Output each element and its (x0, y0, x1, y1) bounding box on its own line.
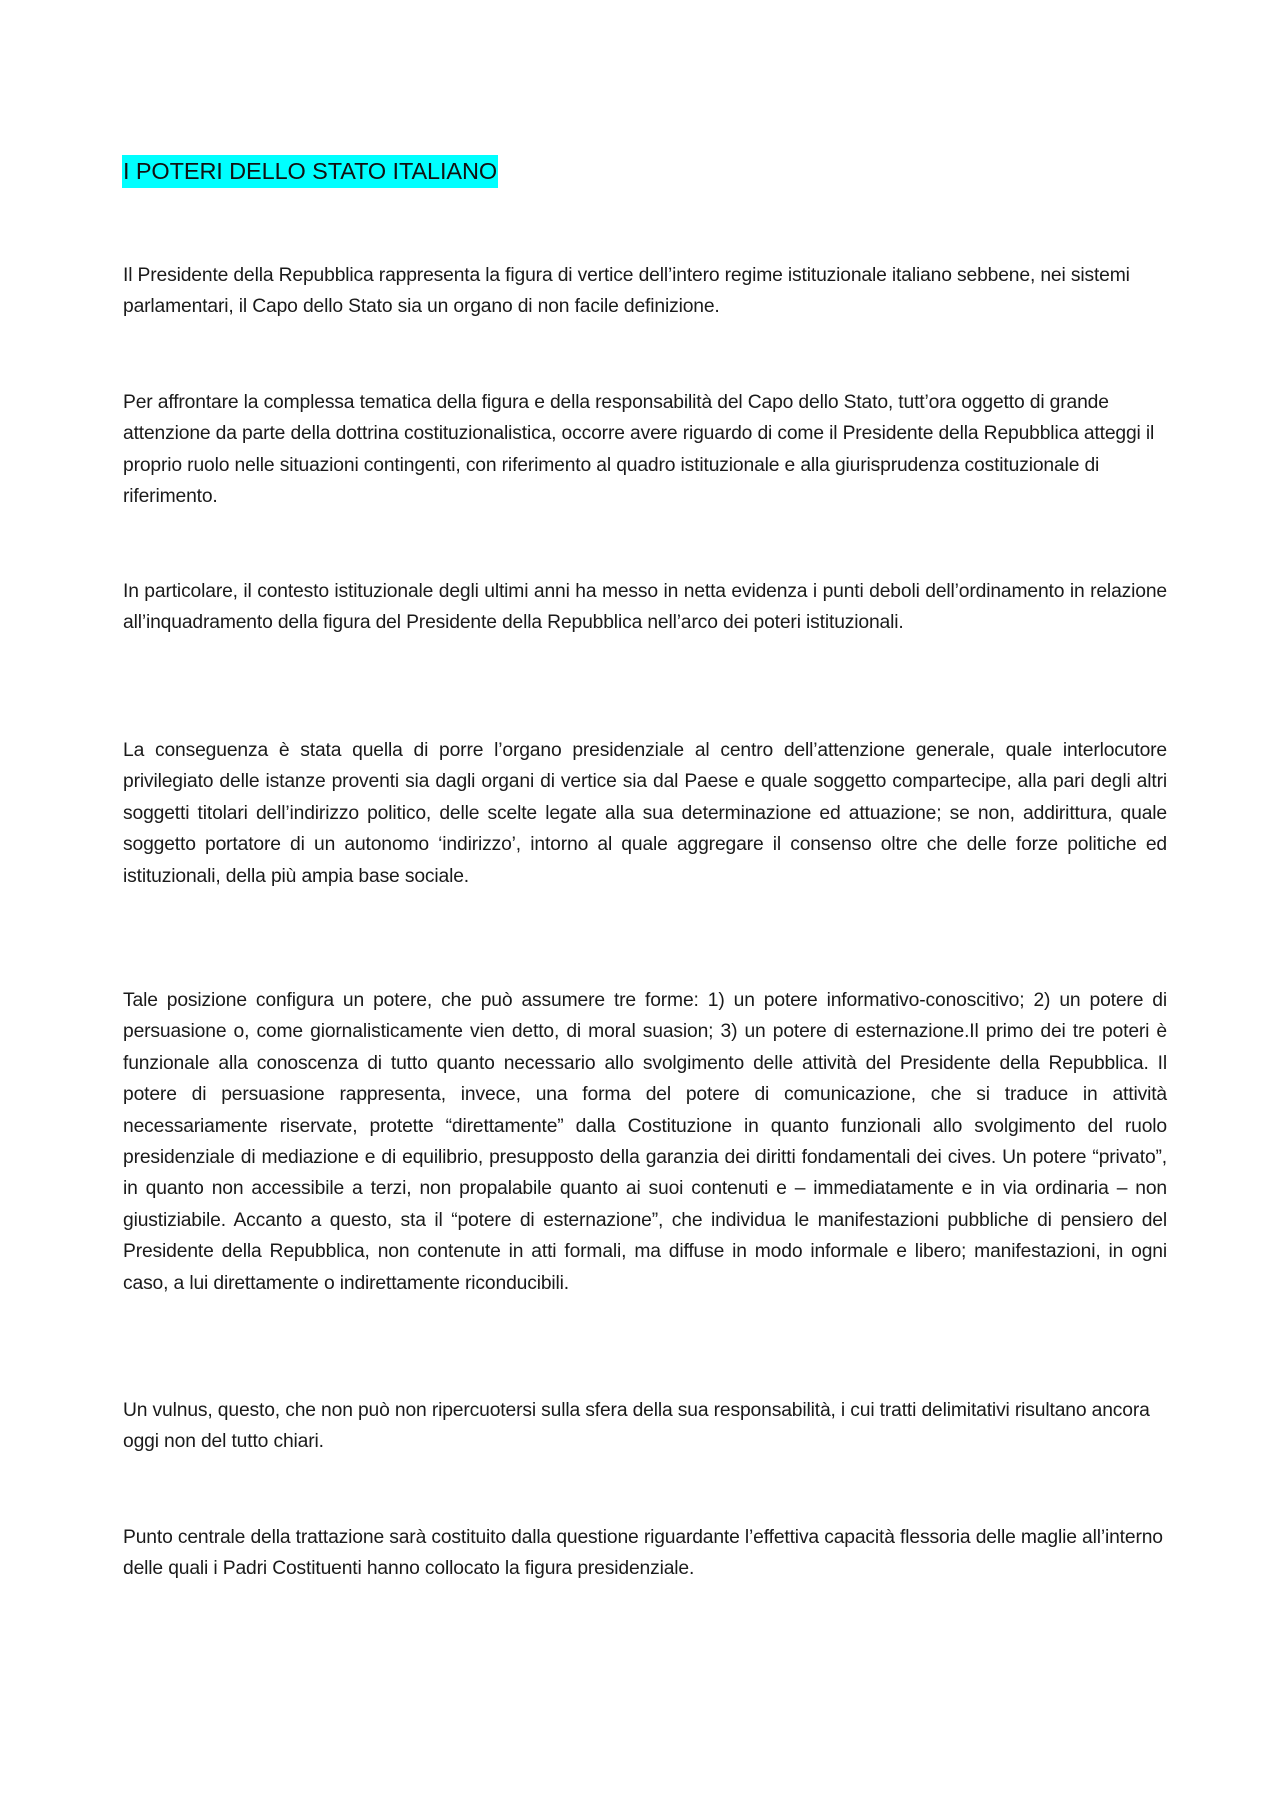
paragraph-context: In particolare, il contesto istituzionale degli ultimi anni ha messo in netta evidenza i punti deboli dell’ordinamento in relazione all’inquadramento della figura del Presidente della Repubblica nell’arco dei poteri istituzionali. (123, 581, 1167, 634)
paragraph-vulnus: Un vulnus, questo, che non può non ripercuotersi sulla sfera della sua responsabilità, i cui tratti delimitativi risultano ancora oggi non del tutto chiari. (123, 1400, 1150, 1453)
paragraph-intro: Il Presidente della Repubblica rappresenta la figura di vertice dell’intero regime istituzionale italiano sebbene, nei sistemi parlamentari, il Capo dello Stato sia un organo di non facile definizione. (123, 265, 1130, 318)
paragraph-consequence: La conseguenza è stata quella di porre l’organo presidenziale al centro dell’attenzione generale, quale interlocutore privilegiato delle istanze proventi sia dagli organi di vertice sia dal Paese e quale soggetto compartecipe, alla pari degli altri soggetti titolari dell’indirizzo politico, delle scelte legate alla sua determinazione ed attuazione; se non, addirittura, quale soggetto portatore di un autonomo ‘indirizzo’, intorno al quale aggregare il consenso oltre che delle forze politiche ed istituzionali, della più ampia base sociale. (123, 740, 1167, 887)
page-title: I POTERI DELLO STATO ITALIANO (122, 155, 498, 188)
paragraph-responsibility: Per affrontare la complessa tematica della figura e della responsabilità del Capo dello Stato, tutt’ora oggetto di grande attenzione da parte della dottrina costituzionalistica, occorre avere riguardo di come il Presidente della Repubblica atteggi il proprio ruolo nelle situazioni contingenti, con riferimento al quadro istituzionale e alla giurisprudenza costituzionale di riferimento. (123, 392, 1155, 508)
paragraph-powers: Tale posizione configura un potere, che può assumere tre forme: 1) un potere informativo-conoscitivo; 2) un potere di persuasione o, come giornalisticamente vien detto, di moral suasion; 3) un potere di esternazione.Il primo dei tre poteri è funzionale alla conoscenza di tutto quanto necessario allo svolgimento delle attività del Presidente della Repubblica. Il potere di persuasione rappresenta, invece, una forma del potere di comunicazione, che si traduce in attività necessariamente riservate, protette “direttamente” dalla Costituzione in quanto funzionali allo svolgimento del ruolo presidenziale di mediazione e di equilibrio, presupposto della garanzia dei diritti fondamentali dei cives. Un potere “privato”, in quanto non accessibile a terzi, non propalabile quanto ai suoi contenuti e – immediatamente e in via ordinaria – non giustiziabile. Accanto a questo, sta il “potere di esternazione”, che individua le manifestazioni pubbliche di pensiero del Presidente della Repubblica, non contenute in atti formali, ma diffuse in modo informale e libero; manifestazioni, in ogni caso, a lui direttamente o indirettamente riconducibili. (123, 990, 1167, 1294)
paragraph-central-point: Punto centrale della trattazione sarà costituito dalla questione riguardante l’effettiva capacità flessoria delle maglie all’interno delle quali i Padri Costituenti hanno collocato la figura presidenziale. (123, 1527, 1163, 1580)
